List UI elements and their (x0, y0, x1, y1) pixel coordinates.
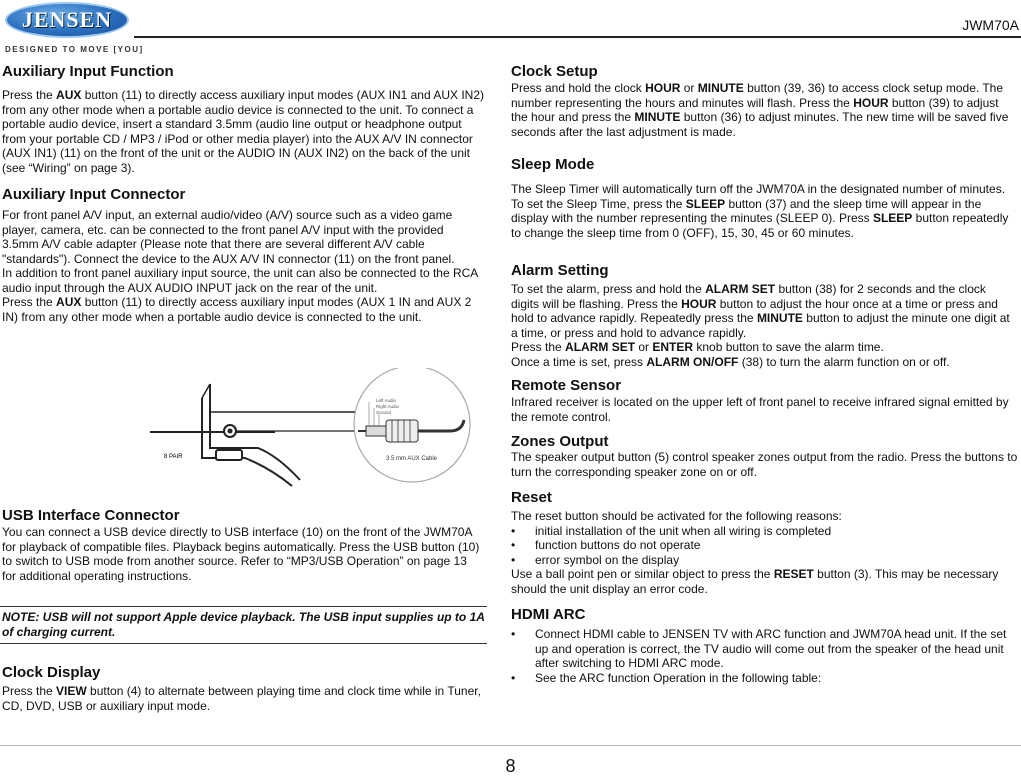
logo-tagline: DESIGNED TO MOVE [YOU] (5, 45, 144, 54)
bold-term: HOUR (645, 81, 681, 95)
bold-term: HOUR (681, 296, 717, 311)
cable-label: 3.5 mm AUX Cable (386, 456, 438, 462)
list-item: • initial installation of the unit when all wiring is completed (511, 524, 1011, 539)
alarm-body (511, 282, 1017, 369)
bold-term: ALARM ON/OFF (646, 354, 739, 369)
jensen-logo (3, 1, 144, 59)
reset-title: Reset (511, 489, 552, 506)
sleep-mode-title: Sleep Mode (511, 156, 595, 173)
aux-cable-callout (354, 368, 470, 482)
alarm-p2: Press the ALARM SET or ENTER knob button to save the alarm time. (511, 340, 884, 354)
alarm-title: Alarm Setting (511, 262, 609, 279)
reset-intro: The reset button should be activated for the following reasons: (511, 509, 842, 523)
pair-label: 8 PAIR (164, 454, 183, 460)
logo-wordmark: JENSEN (21, 7, 113, 32)
aux-function-body: Press the AUX button (11) to directly access auxiliary input modes (AUX IN1 and AUX IN2) from any other mode when a portable audio device is connected to the unit. To connect a portable audio device, insert a standard 3.5mm (audio line output or headphone output from your portable CD / MP3 / iPod or other media player) into the AUX A/V IN connector (AUX IN1) (11) on the front of the unit or the AUDIO IN (AUX IN2) on the back of the unit (see “Wiring” on page 3). (2, 88, 484, 175)
page-number: 8 (505, 756, 516, 776)
hdmi-arc-body (511, 627, 1017, 685)
bold-term: VIEW (56, 684, 87, 698)
clock-display-body: Press the VIEW button (4) to alternate between playing time and clock time while in Tuner, CD, DVD, USB or auxiliary input mode. (2, 684, 481, 713)
reset-reasons-list (511, 524, 1011, 568)
hdmi-arc-title: HDMI ARC (511, 606, 586, 623)
note-bottom-rule (0, 643, 487, 644)
aux-function-title: Auxiliary Input Function (2, 63, 174, 80)
bold-term: ALARM SET (705, 282, 776, 296)
clock-display-title: Clock Display (2, 664, 101, 681)
remote-sensor-body: Infrared receiver is located on the upper left of front panel to receive infrared signal emitted by the remote control. (511, 395, 1009, 424)
aux-connector-title: Auxiliary Input Connector (2, 186, 186, 203)
bold-term: MINUTE (634, 110, 681, 124)
bold-term: MINUTE (697, 81, 744, 95)
clock-setup-title: Clock Setup (511, 63, 598, 80)
footer-rule (0, 745, 1021, 746)
bold-term: ENTER (652, 340, 694, 354)
usb-body: You can connect a USB device directly to USB interface (10) on the front of the JWM70A for playback of compatible files. Playback begins automatically. Press the USB button (10) to switch to USB mode from another source. Refer to “MP3/USB Operation” on page 13 for additional operating instructions. (2, 525, 480, 583)
model-number: JWM70A (962, 17, 1019, 33)
aux-connector-p3: Press the AUX button (11) to directly access auxiliary input modes (AUX 1 IN and AUX 2 IN) from any other mode when a portable audio device is connected to the unit. (2, 295, 472, 324)
reset-outro: Use a ball point pen or similar object to press the RESET button (3). This may be necessary should the unit display an error code. (511, 567, 999, 596)
reset-body (511, 509, 1011, 596)
bold-term: AUX (56, 295, 82, 309)
wire-label-left: Left Audio (376, 398, 397, 403)
alarm-p1: To set the alarm, press and hold the ALARM SET button (38) for 2 seconds and the clock digits will be flashing. Press the HOUR button to adjust the hour once at a time or press and hold to advance rapidly. Repeatedly press the MINUTE button to adjust the minute one digit at a time, or press and hold to advance rapidly. (511, 282, 1010, 340)
aux-connector-body (2, 208, 482, 324)
list-item: • See the ARC function Operation in the following table: (511, 671, 1017, 686)
usb-title: USB Interface Connector (2, 507, 180, 524)
list-item: • error symbol on the display (511, 553, 1011, 568)
zones-output-title: Zones Output (511, 433, 609, 450)
zones-output-body: The speaker output button (5) control speaker zones output from the radio. Press the buttons to turn the corresponding speaker zone on or off. (511, 450, 1018, 479)
header-rule (134, 36, 1021, 38)
aux-connector-p1: For front panel A/V input, an external audio/video (A/V) source such as a video game player, camera, etc. can be connected to the front panel A/V input with the provided 3.5mm A/V cable adapter (Please note that there are several different A/V cable "standards"). Connect the device to the AUX A/V IN connector (11) on the front panel. (2, 208, 455, 266)
usb-port-drawing (216, 450, 242, 460)
sleep-mode-body: The Sleep Timer will automatically turn off the JWM70A in the designated number of minutes. To set the Sleep Time, press the SLEEP button (37) and the sleep time will appear in the display with the number representing the minutes (SLEEP 0). Press SLEEP button repeatedly to change the sleep time from 0 (OFF), 15, 30, 45 or 60 minutes. (511, 182, 1009, 240)
bold-term: HOUR (853, 95, 889, 110)
bold-term: AUX (56, 88, 82, 102)
bold-term: ALARM SET (565, 340, 636, 354)
remote-sensor-title: Remote Sensor (511, 377, 622, 394)
wire-label-ground: Ground (376, 410, 392, 415)
bold-term: SLEEP (872, 211, 913, 225)
front-panel-drawing (150, 384, 360, 486)
bold-term: MINUTE (756, 311, 803, 325)
list-item: • Connect HDMI cable to JENSEN TV with ARC function and JWM70A head unit. If the set up and operation is correct, the TV audio will come out from the speaker of the head unit after switching to HDMI ARC mode. (511, 627, 1017, 671)
bold-term: RESET (773, 567, 814, 581)
note-top-rule (0, 606, 487, 607)
bold-term: SLEEP (685, 196, 726, 211)
alarm-p3: Once a time is set, press ALARM ON/OFF (38) to turn the alarm function on or off. (511, 354, 950, 369)
aux-connector-figure (150, 368, 472, 498)
usb-note: NOTE: USB will not support Apple device playback. The USB input supplies up to 1A of charging current. (2, 610, 485, 639)
hdmi-arc-list (511, 627, 1017, 685)
aux-connector-p2: In addition to front panel auxiliary input source, the unit can also be connected to the RCA audio input through the AUX AUDIO INPUT jack on the rear of the unit. (2, 266, 478, 295)
clock-setup-body: Press and hold the clock HOUR or MINUTE button (39, 36) to access clock setup mode. The number representing the hours and minutes will flash. Press the HOUR button (39) to adjust the hour and press the MINUTE button (36) to adjust minutes. The new time will be saved five seconds after the last adjustment is made. (511, 81, 1009, 139)
list-item: • function buttons do not operate (511, 538, 1011, 553)
wire-label-right: Right Audio (376, 404, 400, 409)
